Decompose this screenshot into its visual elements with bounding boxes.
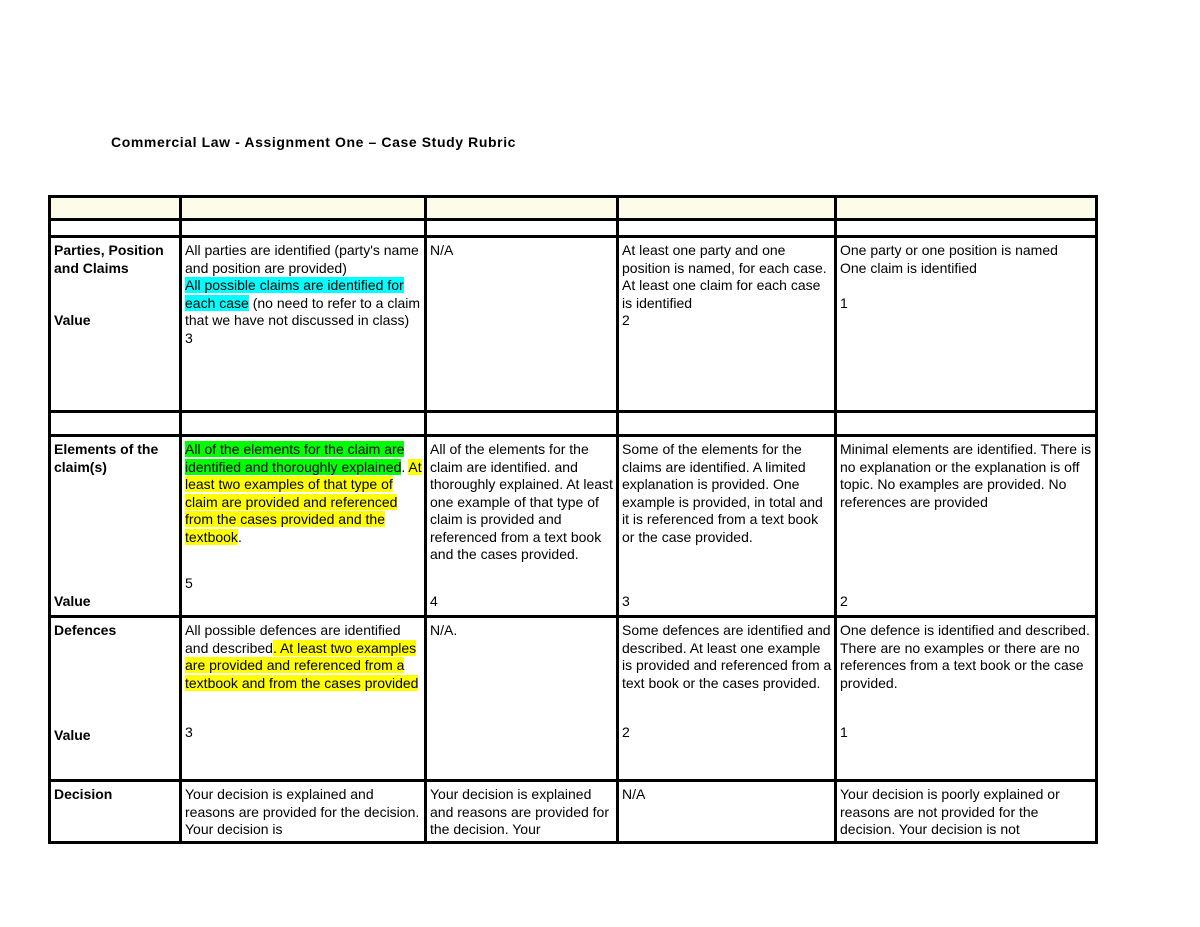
cell-text: N/A — [430, 242, 454, 258]
score-value: 4 — [430, 593, 438, 609]
rubric-cell — [426, 781, 618, 843]
document-title: Commercial Law - Assignment One – Case Study Rubric — [111, 134, 517, 150]
header-cell — [618, 197, 836, 220]
criterion-label: Elements of the — [54, 441, 159, 457]
cell-text: (no need to refer to a claim that we have not discussed in class) — [185, 294, 421, 328]
table-row-elements — [50, 436, 1097, 617]
criterion-cell — [50, 617, 181, 781]
cell-text: N/A — [622, 786, 646, 802]
criterion-cell — [50, 436, 181, 617]
cell-text: One defence is identified and described. There are no examples or there are no references from a text book or the case provided. — [840, 622, 1090, 691]
header-cell — [836, 197, 1097, 220]
table-row-decision — [50, 781, 1097, 843]
criterion-cell — [50, 781, 181, 843]
cell-text: One claim is identified — [840, 259, 977, 276]
score-value: 3 — [185, 329, 193, 346]
rubric-cell — [618, 617, 836, 781]
cell-text: All possible defences are identified and described — [185, 622, 401, 656]
score-value: 2 — [622, 724, 630, 740]
score-value: 1 — [840, 294, 848, 311]
highlighted-text: All possible claims are identified for each case — [185, 277, 404, 311]
rubric-table — [48, 195, 1098, 844]
highlighted-text: At least two examples of that type of claim are provided and referenced from the cases provided and the textbook — [185, 458, 422, 545]
highlighted-text: All of the elements for the claim are identified and thoroughly explained — [185, 441, 405, 475]
cell-text: All parties are identified (party's name and position are provided) — [185, 242, 419, 276]
rubric-cell — [836, 617, 1097, 781]
cell-text: . — [237, 528, 242, 545]
header-cell — [50, 197, 181, 220]
rubric-cell — [426, 617, 618, 781]
criterion-label: Decision — [54, 786, 113, 802]
cell-text: Your decision is explained and reasons are provided for the decision. Your decision is — [185, 786, 420, 837]
cell-text: . — [401, 458, 409, 475]
criterion-label: Parties, Position — [54, 242, 164, 258]
header-cell — [181, 197, 426, 220]
score-value: 2 — [622, 312, 630, 328]
spacer-row — [50, 220, 1097, 237]
rubric-cell — [181, 436, 426, 617]
score-value: 2 — [840, 593, 848, 609]
rubric-cell — [618, 436, 836, 617]
header-cell — [426, 197, 618, 220]
cell-text: Minimal elements are identified. There is no explanation or the explanation is off topic. No examples are provided. No references are provided — [840, 441, 1092, 510]
highlighted-text: . At least two examples are provided and referenced from a textbook and from the cases provided — [185, 639, 419, 691]
score-value: 3 — [622, 593, 630, 609]
header-row — [50, 197, 1097, 220]
value-label: Value — [54, 727, 91, 743]
criterion-label: Defences — [54, 622, 117, 638]
rubric-cell — [836, 436, 1097, 617]
cell-text: At least one party and one position is named, for each case. At least one claim for each case is identified — [622, 242, 827, 311]
rubric-cell — [426, 237, 618, 412]
cell-text: Some of the elements for the claims are identified. A limited explanation is provided. One example is provided, in total and it is referenced from a text book or the case provided. — [622, 441, 823, 545]
spacer-row — [50, 412, 1097, 436]
cell-text: N/A. — [430, 622, 458, 638]
rubric-cell — [181, 781, 426, 843]
rubric-cell — [836, 237, 1097, 412]
cell-text: Your decision is poorly explained or reasons are not provided for the decision. Your decision is not — [840, 786, 1060, 837]
value-label: Value — [54, 593, 91, 609]
rubric-cell — [836, 781, 1097, 843]
cell-text: One party or one position is named — [840, 242, 1058, 258]
rubric-cell — [181, 237, 426, 412]
score-value: 3 — [185, 724, 193, 740]
value-label: Value — [54, 312, 91, 328]
rubric-cell — [618, 781, 836, 843]
cell-text: Some defences are identified and described. At least one example is provided and referenced from a text book or the cases provided. — [622, 622, 832, 691]
score-value: 1 — [840, 724, 848, 740]
rubric-cell — [181, 617, 426, 781]
cell-text: All of the elements for the claim are identified. and thoroughly explained. At least one example of that type of claim is provided and referenced from a text book and the cases provided. — [430, 441, 613, 562]
criterion-label: claim(s) — [54, 458, 107, 475]
rubric-cell — [426, 436, 618, 617]
criterion-label: and Claims — [54, 259, 129, 276]
table-row-parties — [50, 237, 1097, 412]
cell-text: Your decision is explained and reasons are provided for the decision. Your — [430, 786, 609, 837]
criterion-cell — [50, 237, 181, 412]
score-value: 5 — [185, 575, 193, 591]
rubric-cell — [618, 237, 836, 412]
table-row-defences — [50, 617, 1097, 781]
